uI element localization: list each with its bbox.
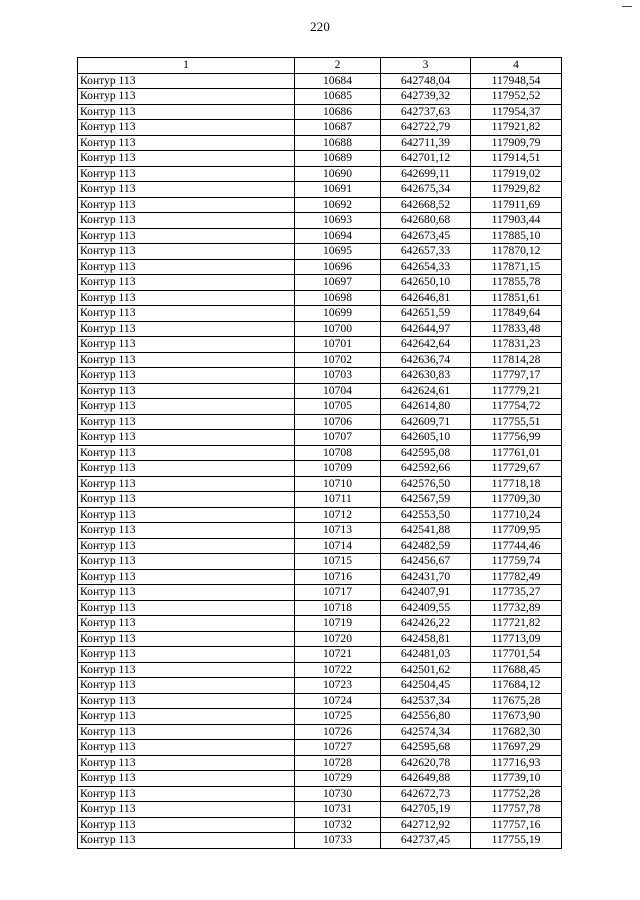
x-coordinate-cell: 642456,67 — [381, 554, 471, 570]
contour-name-cell: Контур 113 — [78, 321, 295, 337]
table-row — [78, 616, 562, 632]
table-row — [78, 833, 562, 849]
x-coordinate-cell: 642574,34 — [381, 724, 471, 740]
contour-name-cell: Контур 113 — [78, 151, 295, 167]
point-number-cell: 10721 — [295, 647, 381, 663]
contour-name-cell: Контур 113 — [78, 802, 295, 818]
point-number-cell: 10699 — [295, 306, 381, 322]
point-number-cell: 10716 — [295, 569, 381, 585]
y-coordinate-cell: 117684,12 — [471, 678, 562, 694]
point-number-cell: 10726 — [295, 724, 381, 740]
table-row — [78, 135, 562, 151]
table-row — [78, 554, 562, 570]
corner-mark — [622, 6, 632, 7]
point-number-cell: 10711 — [295, 492, 381, 508]
table-row — [78, 631, 562, 647]
contour-name-cell: Контур 113 — [78, 817, 295, 833]
x-coordinate-cell: 642651,59 — [381, 306, 471, 322]
x-coordinate-cell: 642673,45 — [381, 228, 471, 244]
table-row — [78, 73, 562, 89]
point-number-cell: 10731 — [295, 802, 381, 818]
table-row — [78, 492, 562, 508]
y-coordinate-cell: 117744,46 — [471, 538, 562, 554]
y-coordinate-cell: 117909,79 — [471, 135, 562, 151]
point-number-cell: 10706 — [295, 414, 381, 430]
table-row — [78, 259, 562, 275]
x-coordinate-cell: 642650,10 — [381, 275, 471, 291]
table-row — [78, 182, 562, 198]
table-row — [78, 337, 562, 353]
y-coordinate-cell: 117831,23 — [471, 337, 562, 353]
y-coordinate-cell: 117919,02 — [471, 166, 562, 182]
y-coordinate-cell: 117759,74 — [471, 554, 562, 570]
contour-name-cell: Контур 113 — [78, 120, 295, 136]
contour-name-cell: Контур 113 — [78, 569, 295, 585]
contour-name-cell: Контур 113 — [78, 740, 295, 756]
y-coordinate-cell: 117885,10 — [471, 228, 562, 244]
y-coordinate-cell: 117849,64 — [471, 306, 562, 322]
table-row — [78, 213, 562, 229]
x-coordinate-cell: 642537,34 — [381, 693, 471, 709]
point-number-cell: 10725 — [295, 709, 381, 725]
contour-name-cell: Контур 113 — [78, 585, 295, 601]
x-coordinate-cell: 642699,11 — [381, 166, 471, 182]
table-row — [78, 693, 562, 709]
contour-name-cell: Контур 113 — [78, 786, 295, 802]
contour-name-cell: Контур 113 — [78, 445, 295, 461]
y-coordinate-cell: 117735,27 — [471, 585, 562, 601]
y-coordinate-cell: 117929,82 — [471, 182, 562, 198]
table-row — [78, 414, 562, 430]
y-coordinate-cell: 117870,12 — [471, 244, 562, 260]
y-coordinate-cell: 117713,09 — [471, 631, 562, 647]
header-row — [78, 58, 562, 74]
x-coordinate-cell: 642501,62 — [381, 662, 471, 678]
y-coordinate-cell: 117675,28 — [471, 693, 562, 709]
table-row — [78, 166, 562, 182]
column-header-3: 3 — [381, 58, 471, 74]
table-row — [78, 740, 562, 756]
y-coordinate-cell: 117716,93 — [471, 755, 562, 771]
contour-name-cell: Контур 113 — [78, 755, 295, 771]
x-coordinate-cell: 642737,63 — [381, 104, 471, 120]
x-coordinate-cell: 642646,81 — [381, 290, 471, 306]
point-number-cell: 10713 — [295, 523, 381, 539]
y-coordinate-cell: 117761,01 — [471, 445, 562, 461]
x-coordinate-cell: 642649,88 — [381, 771, 471, 787]
y-coordinate-cell: 117756,99 — [471, 430, 562, 446]
x-coordinate-cell: 642739,32 — [381, 89, 471, 105]
contour-name-cell: Контур 113 — [78, 337, 295, 353]
table-body — [78, 73, 562, 848]
y-coordinate-cell: 117709,95 — [471, 523, 562, 539]
x-coordinate-cell: 642595,08 — [381, 445, 471, 461]
y-coordinate-cell: 117710,24 — [471, 507, 562, 523]
contour-name-cell: Контур 113 — [78, 290, 295, 306]
y-coordinate-cell: 117851,61 — [471, 290, 562, 306]
table-row — [78, 290, 562, 306]
x-coordinate-cell: 642605,10 — [381, 430, 471, 446]
point-number-cell: 10709 — [295, 461, 381, 477]
point-number-cell: 10695 — [295, 244, 381, 260]
x-coordinate-cell: 642407,91 — [381, 585, 471, 601]
contour-name-cell: Контур 113 — [78, 213, 295, 229]
y-coordinate-cell: 117688,45 — [471, 662, 562, 678]
x-coordinate-cell: 642711,39 — [381, 135, 471, 151]
point-number-cell: 10698 — [295, 290, 381, 306]
x-coordinate-cell: 642624,61 — [381, 383, 471, 399]
x-coordinate-cell: 642657,33 — [381, 244, 471, 260]
y-coordinate-cell: 117755,19 — [471, 833, 562, 849]
x-coordinate-cell: 642644,97 — [381, 321, 471, 337]
contour-name-cell: Контур 113 — [78, 135, 295, 151]
point-number-cell: 10692 — [295, 197, 381, 213]
x-coordinate-cell: 642553,50 — [381, 507, 471, 523]
y-coordinate-cell: 117782,49 — [471, 569, 562, 585]
x-coordinate-cell: 642630,83 — [381, 368, 471, 384]
x-coordinate-cell: 642705,19 — [381, 802, 471, 818]
contour-name-cell: Контур 113 — [78, 182, 295, 198]
y-coordinate-cell: 117814,28 — [471, 352, 562, 368]
y-coordinate-cell: 117757,78 — [471, 802, 562, 818]
x-coordinate-cell: 642556,80 — [381, 709, 471, 725]
contour-name-cell: Контур 113 — [78, 616, 295, 632]
table-row — [78, 244, 562, 260]
point-number-cell: 10684 — [295, 73, 381, 89]
table-row — [78, 151, 562, 167]
y-coordinate-cell: 117701,54 — [471, 647, 562, 663]
table-row — [78, 817, 562, 833]
x-coordinate-cell: 642567,59 — [381, 492, 471, 508]
point-number-cell: 10708 — [295, 445, 381, 461]
contour-name-cell: Контур 113 — [78, 647, 295, 663]
contour-name-cell: Контур 113 — [78, 631, 295, 647]
contour-name-cell: Контур 113 — [78, 724, 295, 740]
point-number-cell: 10693 — [295, 213, 381, 229]
contour-name-cell: Контур 113 — [78, 306, 295, 322]
y-coordinate-cell: 117673,90 — [471, 709, 562, 725]
y-coordinate-cell: 117755,51 — [471, 414, 562, 430]
table-row — [78, 383, 562, 399]
contour-name-cell: Контур 113 — [78, 352, 295, 368]
table-row — [78, 507, 562, 523]
contour-name-cell: Контур 113 — [78, 368, 295, 384]
point-number-cell: 10722 — [295, 662, 381, 678]
y-coordinate-cell: 117732,89 — [471, 600, 562, 616]
x-coordinate-cell: 642595,68 — [381, 740, 471, 756]
contour-name-cell: Контур 113 — [78, 492, 295, 508]
table-row — [78, 275, 562, 291]
contour-name-cell: Контур 113 — [78, 833, 295, 849]
x-coordinate-cell: 642592,66 — [381, 461, 471, 477]
contour-name-cell: Контур 113 — [78, 104, 295, 120]
x-coordinate-cell: 642504,45 — [381, 678, 471, 694]
point-number-cell: 10724 — [295, 693, 381, 709]
table-row — [78, 430, 562, 446]
table-row — [78, 104, 562, 120]
point-number-cell: 10710 — [295, 476, 381, 492]
column-header-2: 2 — [295, 58, 381, 74]
page-number: 220 — [309, 19, 331, 34]
table-row — [78, 678, 562, 694]
table-row — [78, 771, 562, 787]
table-row — [78, 709, 562, 725]
table-row — [78, 368, 562, 384]
point-number-cell: 10688 — [295, 135, 381, 151]
point-number-cell: 10704 — [295, 383, 381, 399]
x-coordinate-cell: 642680,68 — [381, 213, 471, 229]
point-number-cell: 10723 — [295, 678, 381, 694]
point-number-cell: 10691 — [295, 182, 381, 198]
y-coordinate-cell: 117682,30 — [471, 724, 562, 740]
contour-name-cell: Контур 113 — [78, 399, 295, 415]
table-row — [78, 538, 562, 554]
x-coordinate-cell: 642675,34 — [381, 182, 471, 198]
point-number-cell: 10714 — [295, 538, 381, 554]
y-coordinate-cell: 117721,82 — [471, 616, 562, 632]
point-number-cell: 10732 — [295, 817, 381, 833]
y-coordinate-cell: 117779,21 — [471, 383, 562, 399]
contour-name-cell: Контур 113 — [78, 414, 295, 430]
y-coordinate-cell: 117903,44 — [471, 213, 562, 229]
table-row — [78, 724, 562, 740]
contour-name-cell: Контур 113 — [78, 228, 295, 244]
table-row — [78, 523, 562, 539]
table-row — [78, 89, 562, 105]
point-number-cell: 10694 — [295, 228, 381, 244]
x-coordinate-cell: 642668,52 — [381, 197, 471, 213]
contour-name-cell: Контур 113 — [78, 461, 295, 477]
table-row — [78, 197, 562, 213]
y-coordinate-cell: 117797,17 — [471, 368, 562, 384]
point-number-cell: 10719 — [295, 616, 381, 632]
x-coordinate-cell: 642672,73 — [381, 786, 471, 802]
x-coordinate-cell: 642701,12 — [381, 151, 471, 167]
point-number-cell: 10729 — [295, 771, 381, 787]
y-coordinate-cell: 117948,54 — [471, 73, 562, 89]
y-coordinate-cell: 117954,37 — [471, 104, 562, 120]
table-row — [78, 399, 562, 415]
table-row — [78, 802, 562, 818]
x-coordinate-cell: 642642,64 — [381, 337, 471, 353]
table-row — [78, 786, 562, 802]
point-number-cell: 10686 — [295, 104, 381, 120]
point-number-cell: 10712 — [295, 507, 381, 523]
contour-name-cell: Контур 113 — [78, 554, 295, 570]
point-number-cell: 10700 — [295, 321, 381, 337]
point-number-cell: 10727 — [295, 740, 381, 756]
y-coordinate-cell: 117709,30 — [471, 492, 562, 508]
contour-name-cell: Контур 113 — [78, 662, 295, 678]
table-row — [78, 600, 562, 616]
y-coordinate-cell: 117871,15 — [471, 259, 562, 275]
y-coordinate-cell: 117833,48 — [471, 321, 562, 337]
point-number-cell: 10707 — [295, 430, 381, 446]
table-row — [78, 306, 562, 322]
contour-name-cell: Контур 113 — [78, 523, 295, 539]
point-number-cell: 10728 — [295, 755, 381, 771]
x-coordinate-cell: 642737,45 — [381, 833, 471, 849]
contour-name-cell: Контур 113 — [78, 259, 295, 275]
contour-name-cell: Контур 113 — [78, 275, 295, 291]
contour-name-cell: Контур 113 — [78, 507, 295, 523]
contour-name-cell: Контур 113 — [78, 166, 295, 182]
x-coordinate-cell: 642458,81 — [381, 631, 471, 647]
x-coordinate-cell: 642409,55 — [381, 600, 471, 616]
table-row — [78, 647, 562, 663]
y-coordinate-cell: 117855,78 — [471, 275, 562, 291]
point-number-cell: 10715 — [295, 554, 381, 570]
table-row — [78, 445, 562, 461]
point-number-cell: 10718 — [295, 600, 381, 616]
contour-name-cell: Контур 113 — [78, 244, 295, 260]
point-number-cell: 10717 — [295, 585, 381, 601]
table-row — [78, 321, 562, 337]
y-coordinate-cell: 117952,52 — [471, 89, 562, 105]
x-coordinate-cell: 642636,74 — [381, 352, 471, 368]
y-coordinate-cell: 117697,29 — [471, 740, 562, 756]
table-row — [78, 476, 562, 492]
point-number-cell: 10702 — [295, 352, 381, 368]
x-coordinate-cell: 642748,04 — [381, 73, 471, 89]
table-row — [78, 120, 562, 136]
contour-name-cell: Контур 113 — [78, 771, 295, 787]
contour-name-cell: Контур 113 — [78, 73, 295, 89]
x-coordinate-cell: 642482,59 — [381, 538, 471, 554]
point-number-cell: 10705 — [295, 399, 381, 415]
contour-name-cell: Контур 113 — [78, 678, 295, 694]
y-coordinate-cell: 117921,82 — [471, 120, 562, 136]
y-coordinate-cell: 117718,18 — [471, 476, 562, 492]
x-coordinate-cell: 642541,88 — [381, 523, 471, 539]
contour-name-cell: Контур 113 — [78, 383, 295, 399]
contour-name-cell: Контур 113 — [78, 693, 295, 709]
y-coordinate-cell: 117729,67 — [471, 461, 562, 477]
contour-name-cell: Контур 113 — [78, 709, 295, 725]
point-number-cell: 10703 — [295, 368, 381, 384]
contour-name-cell: Контур 113 — [78, 476, 295, 492]
table-row — [78, 585, 562, 601]
coordinates-table — [77, 57, 562, 849]
point-number-cell: 10730 — [295, 786, 381, 802]
point-number-cell: 10697 — [295, 275, 381, 291]
point-number-cell: 10720 — [295, 631, 381, 647]
contour-name-cell: Контур 113 — [78, 197, 295, 213]
contour-name-cell: Контур 113 — [78, 89, 295, 105]
x-coordinate-cell: 642481,03 — [381, 647, 471, 663]
y-coordinate-cell: 117757,16 — [471, 817, 562, 833]
contour-name-cell: Контур 113 — [78, 600, 295, 616]
x-coordinate-cell: 642722,79 — [381, 120, 471, 136]
point-number-cell: 10690 — [295, 166, 381, 182]
table-row — [78, 662, 562, 678]
y-coordinate-cell: 117739,10 — [471, 771, 562, 787]
x-coordinate-cell: 642426,22 — [381, 616, 471, 632]
y-coordinate-cell: 117911,69 — [471, 197, 562, 213]
x-coordinate-cell: 642712,92 — [381, 817, 471, 833]
x-coordinate-cell: 642620,78 — [381, 755, 471, 771]
column-header-4: 4 — [471, 58, 562, 74]
point-number-cell: 10685 — [295, 89, 381, 105]
x-coordinate-cell: 642431,70 — [381, 569, 471, 585]
x-coordinate-cell: 642609,71 — [381, 414, 471, 430]
table-row — [78, 228, 562, 244]
point-number-cell: 10689 — [295, 151, 381, 167]
column-header-1: 1 — [78, 58, 295, 74]
table-row — [78, 461, 562, 477]
x-coordinate-cell: 642654,33 — [381, 259, 471, 275]
table-row — [78, 352, 562, 368]
y-coordinate-cell: 117914,51 — [471, 151, 562, 167]
point-number-cell: 10696 — [295, 259, 381, 275]
table-row — [78, 755, 562, 771]
x-coordinate-cell: 642614,80 — [381, 399, 471, 415]
point-number-cell: 10687 — [295, 120, 381, 136]
table-row — [78, 569, 562, 585]
x-coordinate-cell: 642576,50 — [381, 476, 471, 492]
point-number-cell: 10701 — [295, 337, 381, 353]
contour-name-cell: Контур 113 — [78, 430, 295, 446]
contour-name-cell: Контур 113 — [78, 538, 295, 554]
y-coordinate-cell: 117754,72 — [471, 399, 562, 415]
point-number-cell: 10733 — [295, 833, 381, 849]
y-coordinate-cell: 117752,28 — [471, 786, 562, 802]
